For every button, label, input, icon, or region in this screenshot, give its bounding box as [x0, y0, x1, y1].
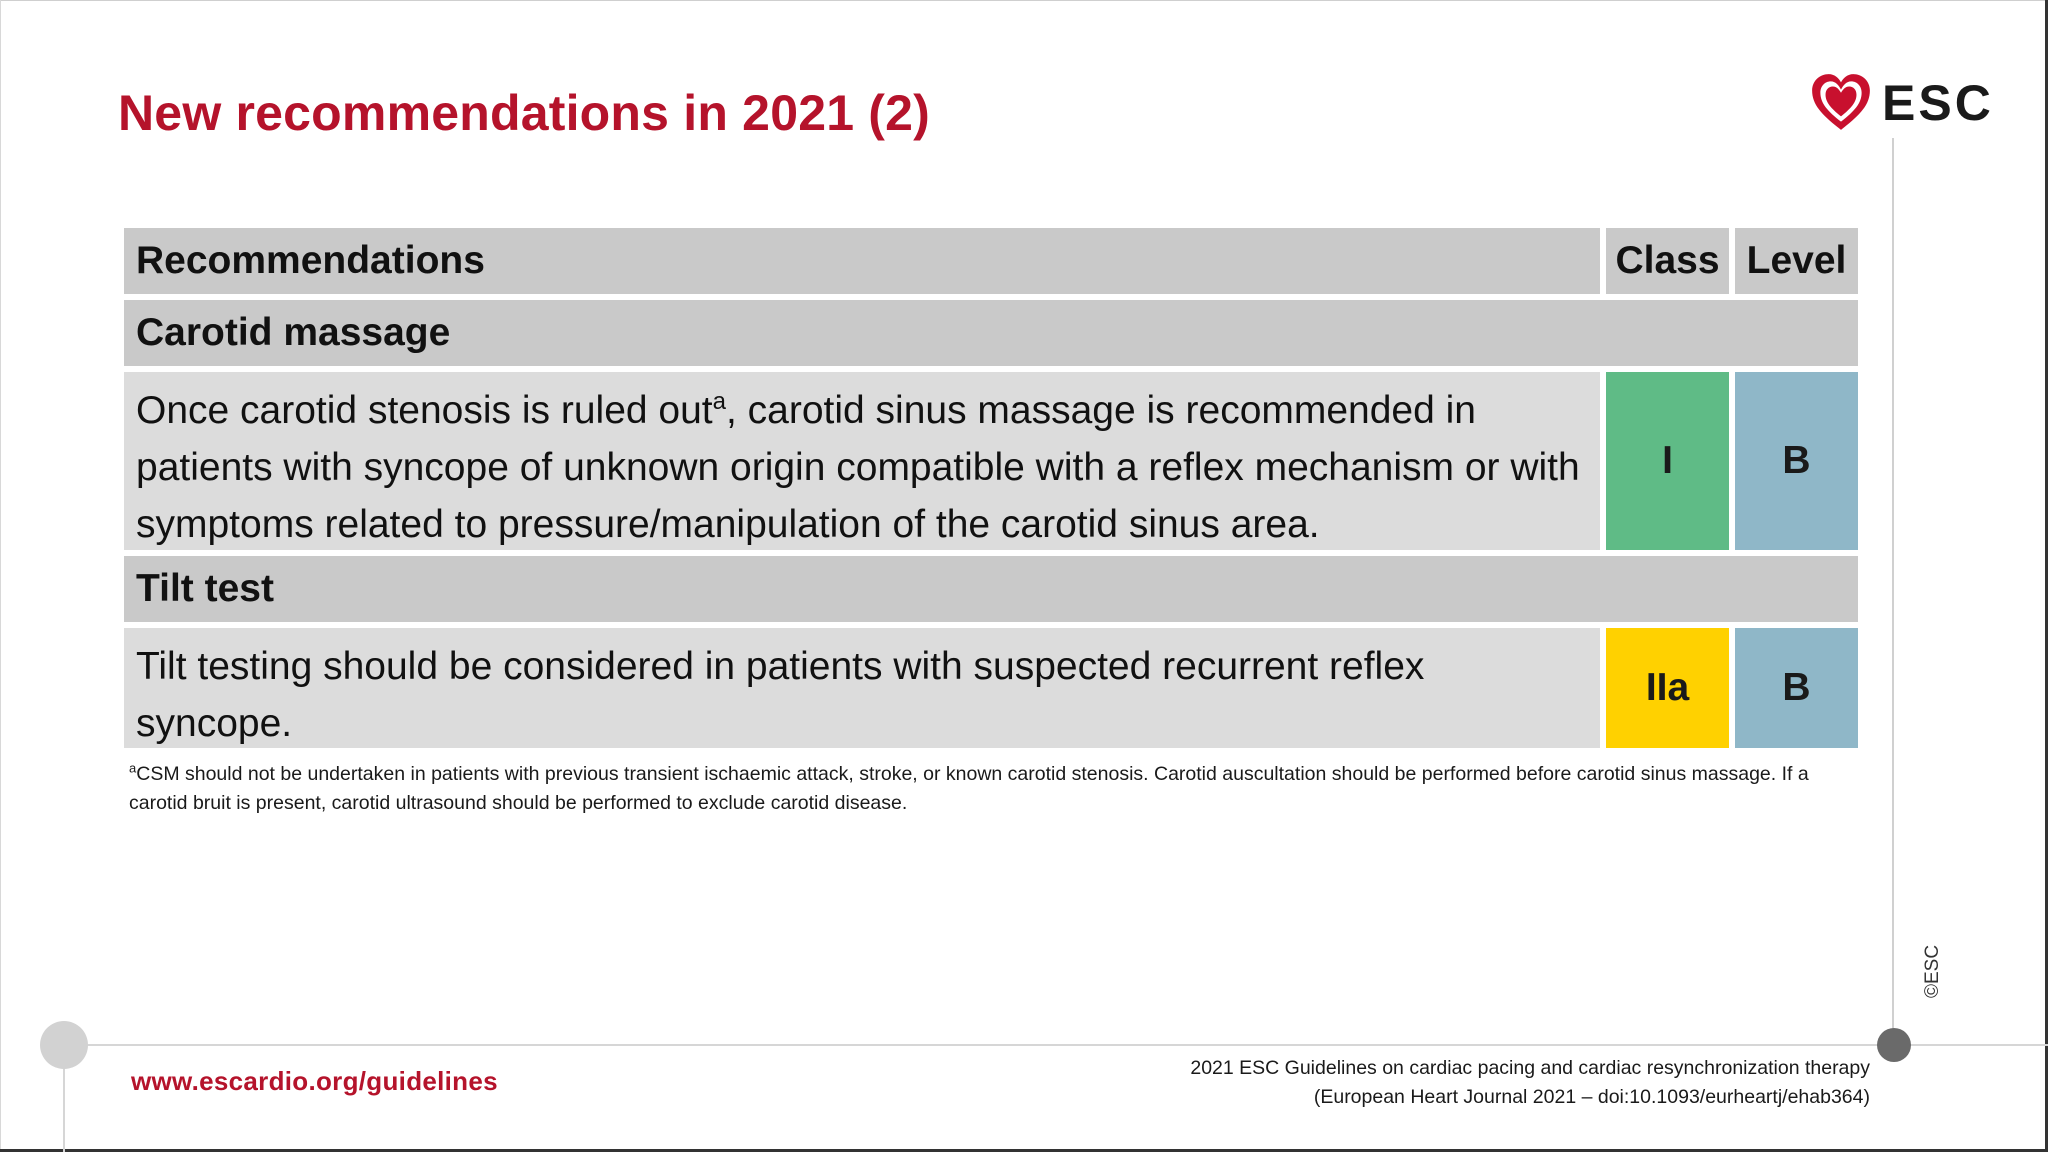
table-header-row	[124, 228, 1858, 294]
guidelines-link[interactable]: www.escardio.org/guidelines	[131, 1066, 498, 1096]
level-badge: B	[1735, 372, 1858, 550]
esc-logo	[1808, 70, 1994, 136]
footnote	[129, 760, 1829, 818]
section-row-carotid-massage	[124, 300, 1858, 366]
footnote-marker: a	[129, 760, 137, 776]
recommendations-table	[124, 228, 1858, 754]
esc-logo-text: ESC	[1882, 75, 1994, 131]
recommendation-row	[124, 628, 1858, 748]
recommendation-text-part: , carotid sinus massage is recommended in patients with syncope of unknown origin compatible with a reflex mechanism or with symptoms related to pressure/manipulation of the carotid sinus area.	[136, 389, 1580, 546]
citation-line: (European Heart Journal 2021 – doi:10.1093/eurheartj/ehab364)	[1313, 1086, 1870, 1108]
header-level: Level	[1735, 228, 1858, 294]
recommendation-row	[124, 372, 1858, 550]
level-badge: B	[1735, 628, 1858, 748]
header-recommendations: Recommendations	[124, 228, 1600, 294]
decorative-dot-left	[40, 1021, 88, 1069]
section-title: Tilt test	[124, 556, 1858, 622]
decorative-vertical-line	[1892, 138, 1894, 1044]
section-row-tilt-test	[124, 556, 1858, 622]
recommendation-text	[124, 372, 1600, 550]
copyright-label: ©ESC	[1922, 944, 1943, 998]
footer-divider-line	[64, 1044, 2048, 1046]
section-title: Carotid massage	[124, 300, 1858, 366]
recommendation-text: Tilt testing should be considered in patients with suspected recurrent reflex syncope.	[124, 628, 1600, 748]
slide-border-left	[0, 0, 1, 1152]
citation-line: 2021 ESC Guidelines on cardiac pacing and cardiac resynchronization therapy	[1190, 1057, 1870, 1079]
slide-border-top	[0, 0, 2048, 1]
slide-title: New recommendations in 2021 (2)	[118, 85, 931, 141]
heart-icon	[1808, 70, 1874, 136]
footnote-text: CSM should not be undertaken in patients with previous transient ischaemic attack, stroke, or known carotid stenosis. Carotid auscultation should be performed before carotid sinus massage. If a carotid bruit is present, carotid ultrasound should be performed to exclude carotid disease.	[129, 763, 1809, 814]
recommendation-text-part: Once carotid stenosis is ruled out	[136, 389, 713, 432]
header-class: Class	[1606, 228, 1729, 294]
citation	[1190, 1054, 1870, 1112]
class-badge: IIa	[1606, 628, 1729, 748]
footnote-marker: a	[712, 388, 726, 415]
class-badge: I	[1606, 372, 1729, 550]
decorative-dot-right	[1877, 1028, 1911, 1062]
